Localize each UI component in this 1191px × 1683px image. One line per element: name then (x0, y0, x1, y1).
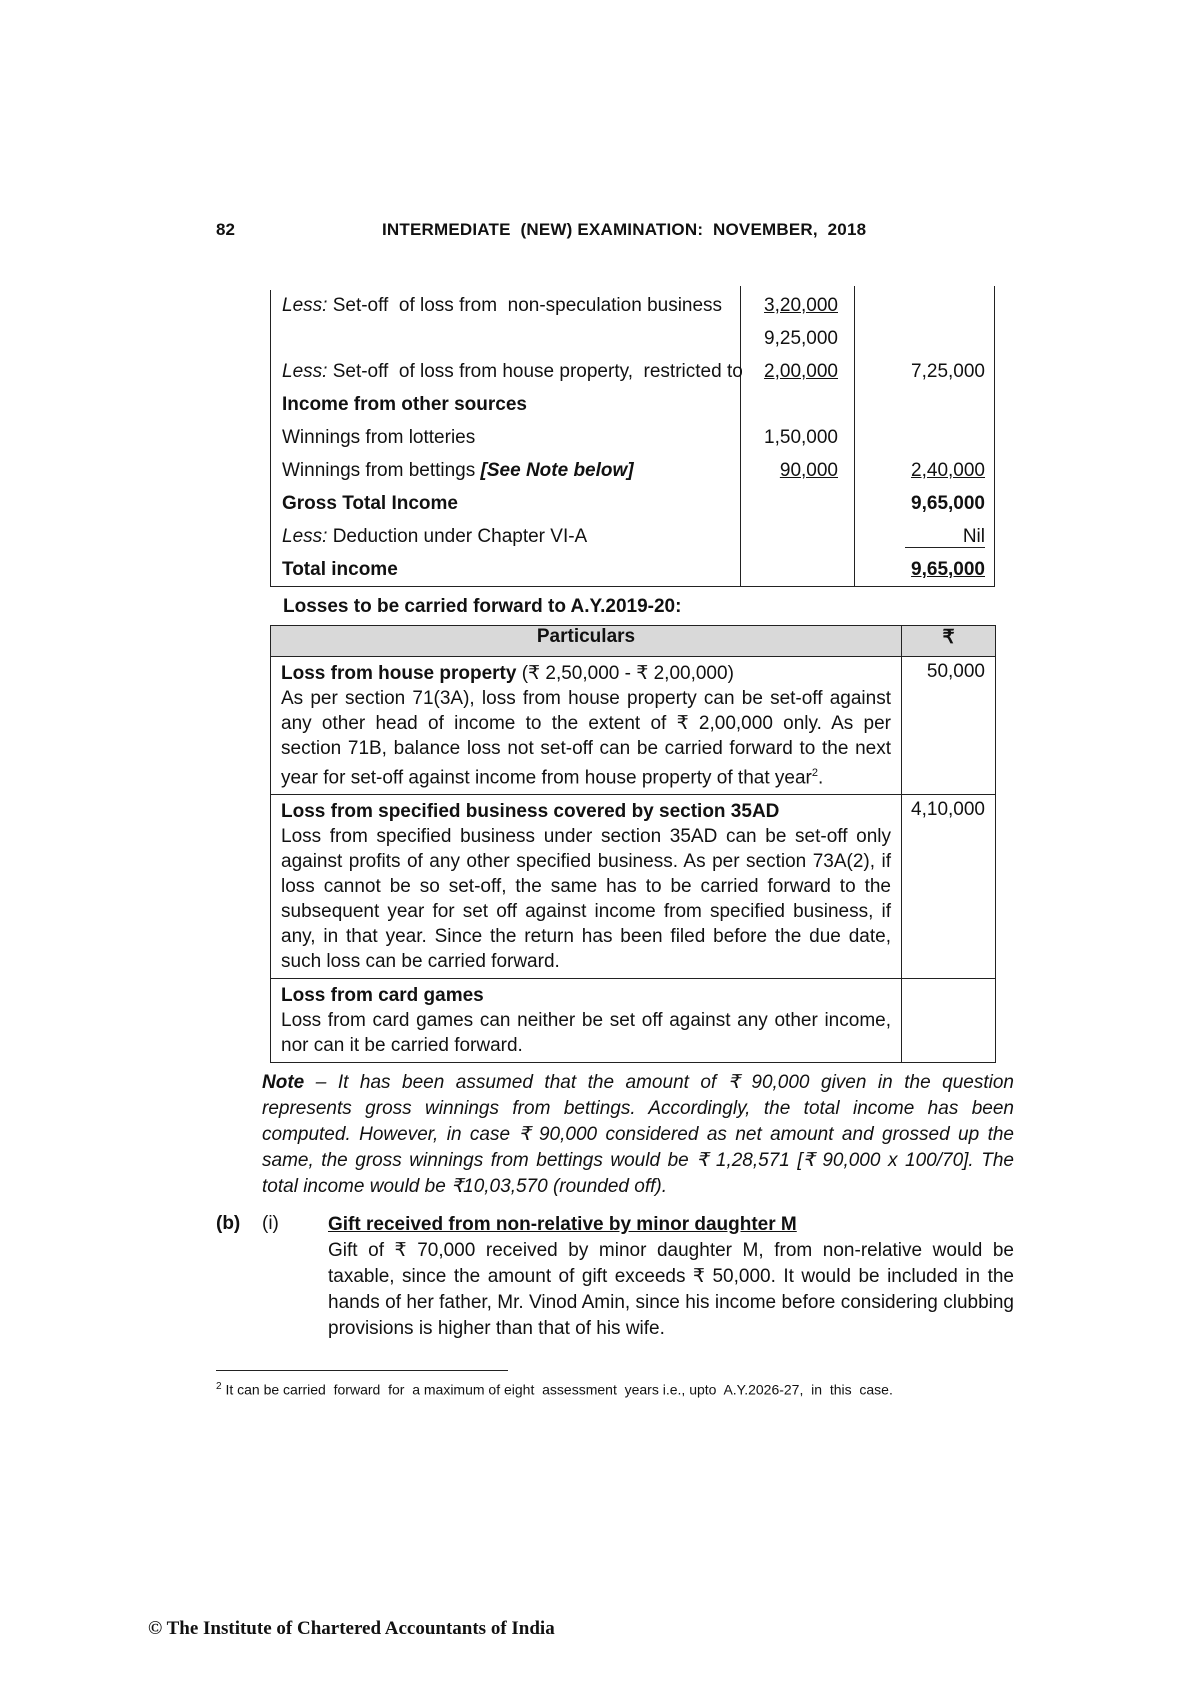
table-row (271, 795, 996, 979)
table-row (270, 422, 994, 455)
losses-table (270, 625, 996, 1063)
row-amount-col2: 9,65,000 (911, 493, 985, 514)
row-label-prefix: Less: (282, 361, 328, 382)
table-row (270, 323, 994, 356)
loss-amount: 50,000 (902, 657, 996, 795)
table-row (271, 657, 996, 795)
gift-title: Gift received from non-relative by minor daughter M (328, 1214, 797, 1235)
table-row (271, 979, 996, 1063)
row-label: Gross Total Income (282, 493, 458, 514)
income-computation-table (270, 290, 994, 587)
loss-description-end: . (817, 767, 824, 789)
table-row (270, 521, 994, 554)
sub-part-label: (i) (262, 1213, 279, 1234)
loss-description: Loss from card games can neither be set off against any other income, nor can it be carried forward. (281, 1010, 891, 1057)
row-label-prefix: Less: (282, 526, 328, 547)
note-label: Note (262, 1072, 305, 1093)
footnote-ref[interactable]: 2 (811, 767, 818, 779)
row-amount-col1: 1,50,000 (764, 427, 838, 448)
loss-amount (902, 979, 996, 1063)
table-header-row (271, 626, 996, 657)
loss-title-suffix: (₹ 2,50,000 - ₹ 2,00,000) (516, 663, 734, 684)
row-amount-col2: 7,25,000 (911, 361, 985, 382)
losses-heading: Losses to be carried forward to A.Y.2019-20: (283, 596, 682, 617)
table-border-right (994, 286, 995, 587)
table-row (270, 554, 994, 587)
gift-body: Gift of ₹ 70,000 received by minor daughter M, from non-relative would be taxable, since the amount of gift exceeds ₹ 50,000. It would be included in the hands of her father, Mr. Vinod Amin, since his income before considering clubbing provisions is higher than that of his wife. (328, 1240, 1014, 1339)
row-label-note: [See Note below] (480, 460, 634, 481)
part-label: (b) (216, 1213, 241, 1234)
table-row (270, 455, 994, 488)
loss-description: As per section 71(3A), loss from house property can be set-off against any other head of income to the extent of ₹ 2,00,000 only. As per section 71B, balance loss not set-off can be carried forward to the next year for set-off against income from house property of that year (281, 688, 891, 789)
row-label-prefix: Less: (282, 295, 328, 316)
row-amount-col2: 9,65,000 (911, 559, 985, 580)
row-label: Deduction under Chapter VI-A (327, 526, 588, 547)
row-amount-col2: 2,40,000 (911, 460, 985, 481)
row-label: Income from other sources (282, 394, 527, 415)
loss-title: Loss from specified business covered by section 35AD (281, 801, 780, 823)
row-amount-col1: 2,00,000 (764, 361, 838, 382)
footnote-divider (216, 1370, 508, 1371)
loss-description: Loss from specified business under section 35AD can be set-off only against profits of any other specified business. As per section 73A(2), if loss cannot be so set-off, the same has to be carried forward to the subsequent year for set off against income from specified business, if any, in that year. Since the return has been filed before the due date, such loss can be carried forward. (281, 826, 891, 973)
page-header-title: INTERMEDIATE (NEW) EXAMINATION: NOVEMBER, 2018 (382, 220, 867, 239)
row-amount-col1: 90,000 (779, 460, 838, 481)
row-label: Total income (282, 559, 398, 580)
gift-section (328, 1212, 1014, 1342)
table-row (270, 389, 994, 422)
page-number: 82 (216, 220, 235, 239)
table-row (270, 290, 994, 323)
footnote-text: It can be carried forward for a maximum of eight assessment years i.e., upto A.Y.2026-27, in this case. (221, 1381, 893, 1398)
column-header-particulars: Particulars (271, 626, 902, 657)
loss-title: Loss from card games (281, 985, 484, 1007)
table-row (270, 488, 994, 521)
note-text: – It has been assumed that the amount of ₹ 90,000 given in the question represents gross winnings from bettings. Accordingly, the total income has been computed. However, in case ₹ 90,000 considered as net amount and grossed up the same, the gross winnings from bettings would be ₹ 1,28,571 [₹ 90,000 x 100/70]. The total income would be ₹10,03,570 (rounded off). (262, 1072, 1014, 1197)
row-label: Winnings from lotteries (282, 427, 476, 448)
loss-title: Loss from house property (281, 663, 517, 684)
row-label: Winnings from bettings (282, 460, 481, 481)
footnote-number: 2 (216, 1381, 222, 1392)
row-label: Set-off of loss from non-speculation business (327, 295, 723, 316)
footnote (216, 1381, 893, 1398)
row-amount-col1: 3,20,000 (764, 295, 838, 316)
loss-amount: 4,10,000 (902, 795, 996, 979)
table-row (270, 356, 994, 389)
row-amount-col2: Nil (905, 526, 985, 548)
copyright-footer: © The Institute of Chartered Accountants of India (148, 1618, 555, 1639)
row-amount-col1: 9,25,000 (764, 328, 838, 349)
column-header-amount: ₹ (902, 626, 996, 657)
row-label: Set-off of loss from house property, restricted to (327, 361, 743, 382)
note-paragraph (262, 1070, 1014, 1200)
